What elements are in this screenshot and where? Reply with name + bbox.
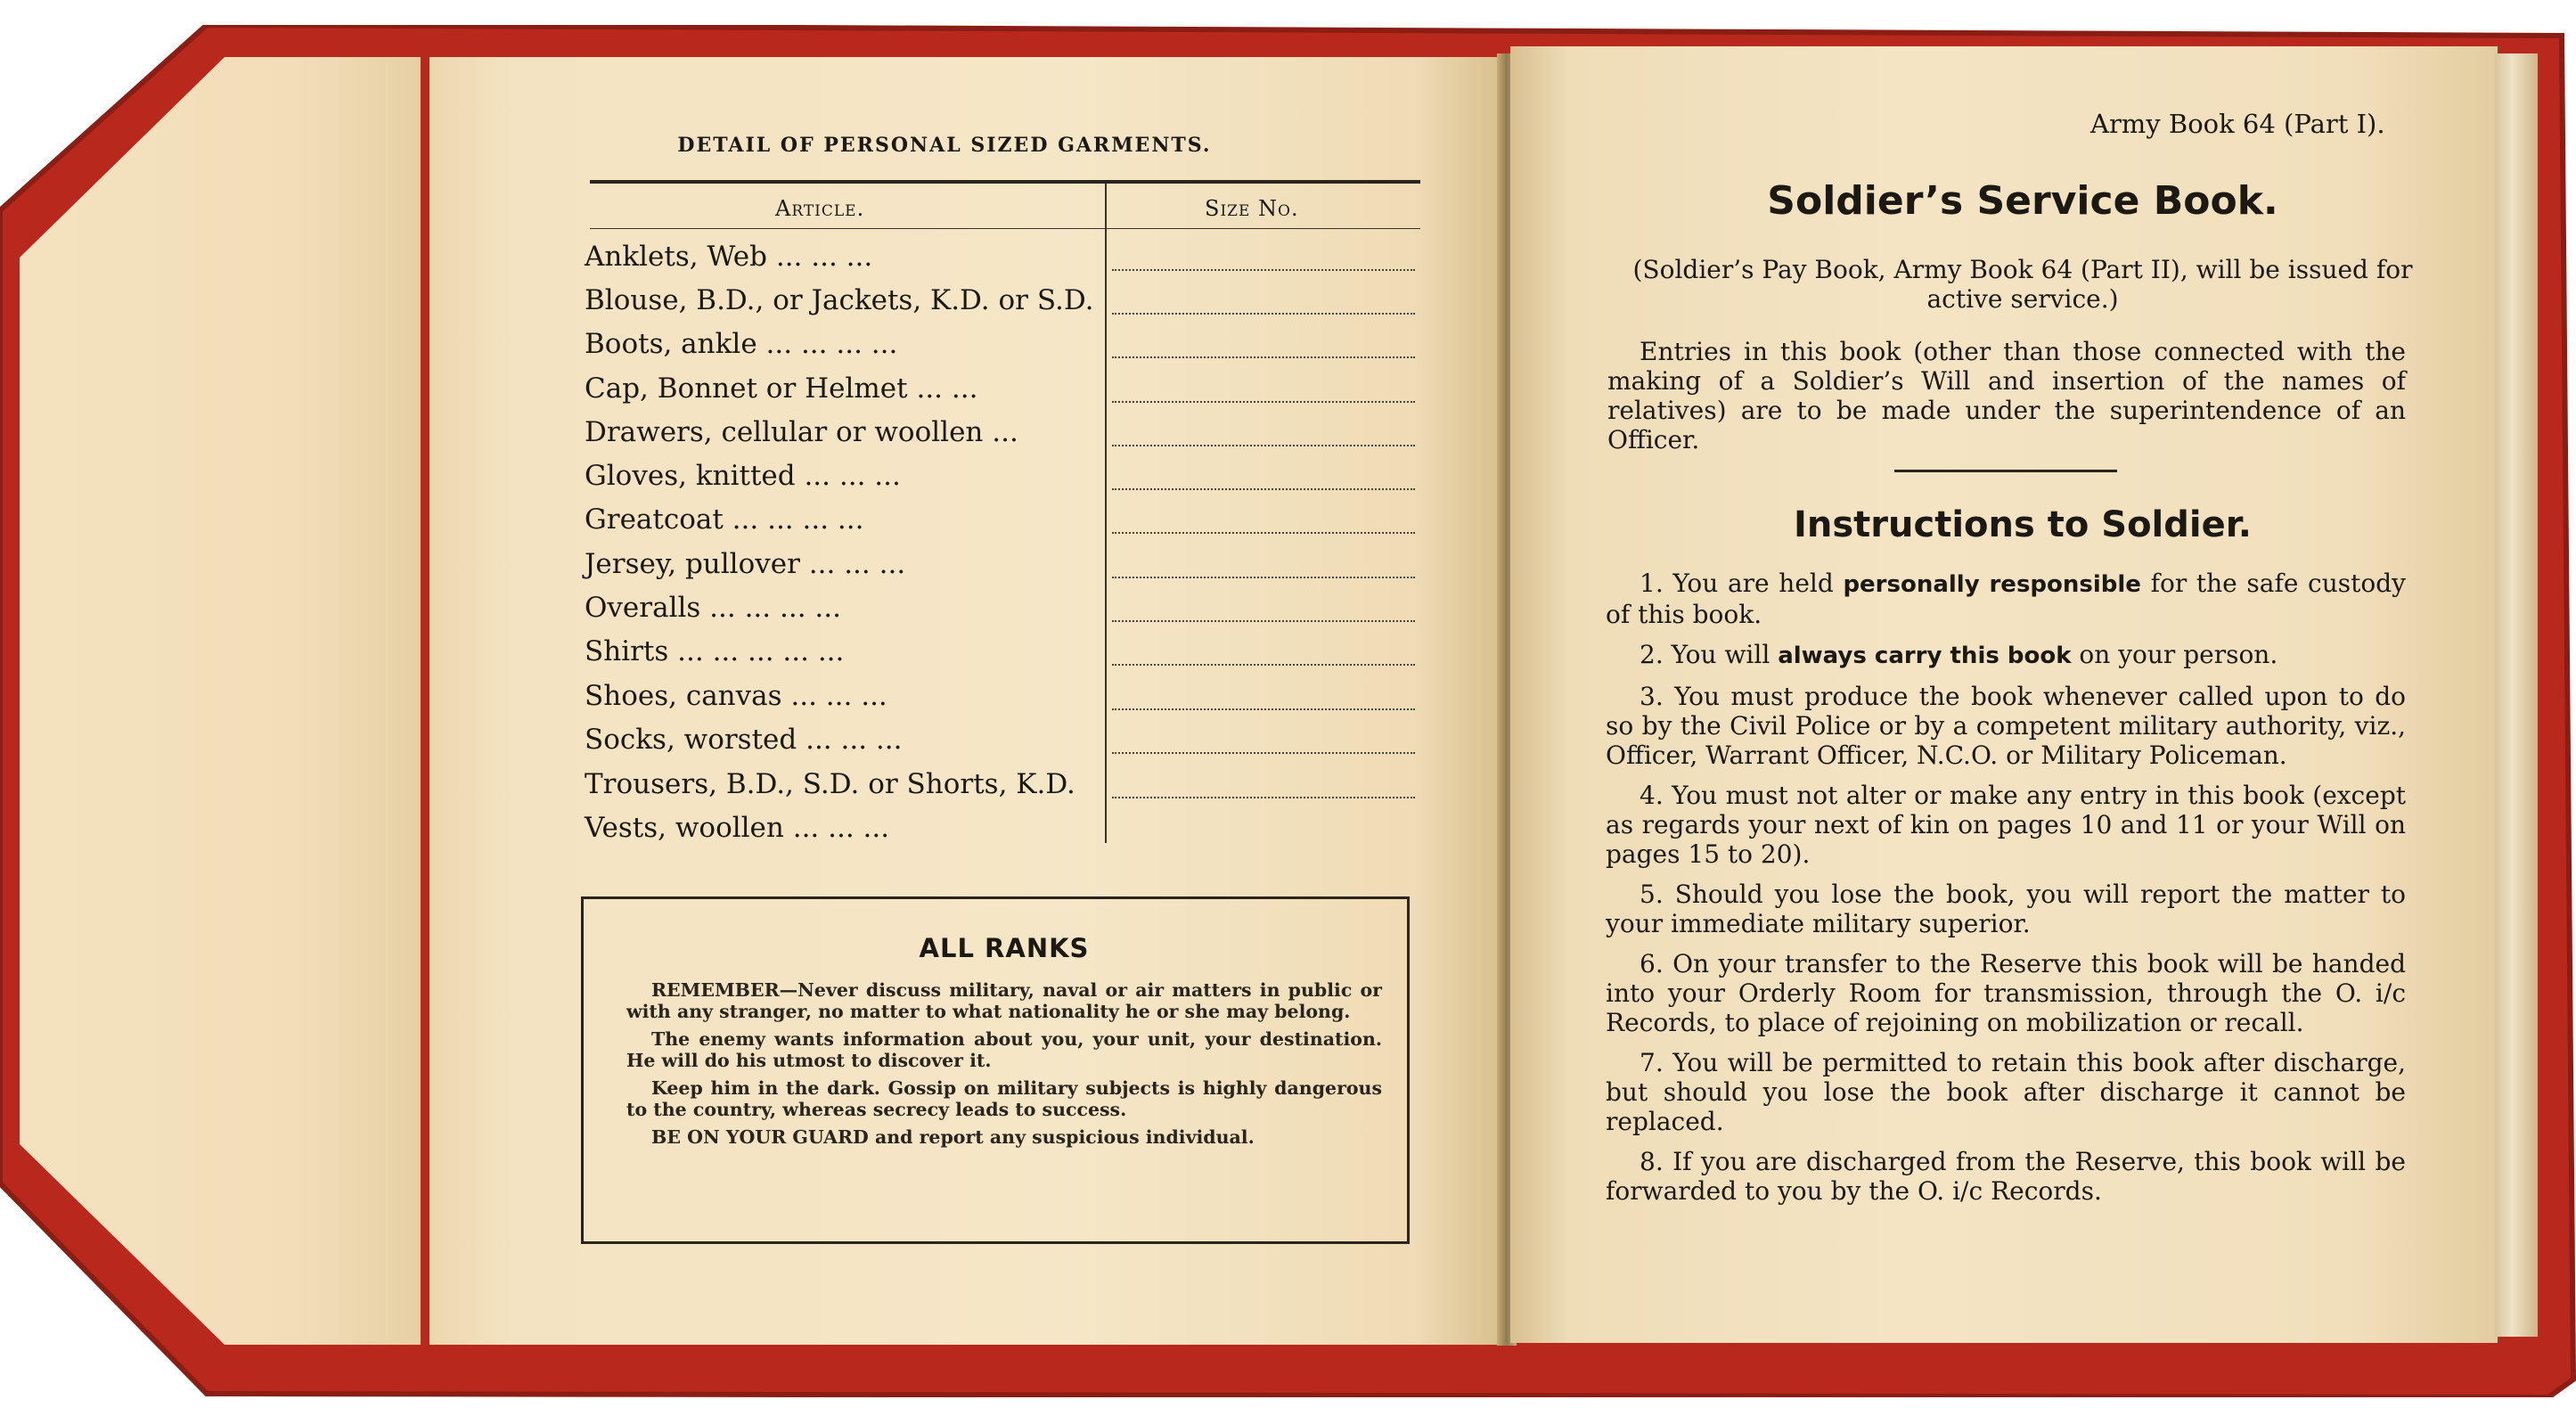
size-entry-line[interactable] <box>1112 577 1415 578</box>
section-rule <box>1894 470 2117 472</box>
inner-flap <box>20 57 421 1345</box>
instruction-text: 2. You will <box>1640 640 1779 669</box>
size-entry-line[interactable] <box>1112 752 1415 754</box>
garment-name: Blouse, B.D., or Jackets, K.D. or S.D. <box>585 284 1094 316</box>
size-entry-line[interactable] <box>1112 488 1415 490</box>
garment-name: Cap, Bonnet or Helmet ... ... <box>585 372 978 405</box>
table-row <box>585 812 1422 847</box>
all-ranks-notice <box>581 896 1410 1244</box>
instruction-5: 5. Should you lose the book, you will report the matter to your immediate military superior. <box>1606 880 2406 938</box>
table-row <box>585 503 1422 539</box>
table-row <box>585 724 1422 759</box>
instruction-1 <box>1606 569 2406 629</box>
garment-name: Socks, worsted ... ... ... <box>585 724 903 756</box>
table-row <box>585 635 1422 671</box>
entries-note: Entries in this book (other than those connected with the making of a Soldier’s Will and insertion of the names of relatives) are to be made under the superintendence of an Officer. <box>1607 337 2406 454</box>
column-header-article: Article. <box>775 196 865 221</box>
pay-book-note: (Soldier’s Pay Book, Army Book 64 (Part II), will be issued for active service.) <box>1632 255 2413 314</box>
size-entry-line[interactable] <box>1112 269 1415 271</box>
instruction-text: on your person. <box>2071 640 2278 669</box>
notice-paragraph: The enemy wants information about you, your unit, your destination. He will do his utmost to discover it. <box>626 1028 1382 1071</box>
instruction-emphasis: always carry this book <box>1778 643 2072 669</box>
size-entry-line[interactable] <box>1112 620 1415 622</box>
form-number: Army Book 64 (Part I). <box>2090 109 2385 139</box>
table-row <box>585 372 1422 408</box>
notice-paragraph: BE ON YOUR GUARD and report any suspicious individual. <box>651 1126 1255 1148</box>
garment-name: Jersey, pullover ... ... ... <box>585 548 906 580</box>
garment-name: Greatcoat ... ... ... ... <box>585 503 864 536</box>
garments-title: DETAIL OF PERSONAL SIZED GARMENTS. <box>677 134 1212 157</box>
garment-name: Overalls ... ... ... ... <box>585 592 841 624</box>
notice-paragraph: REMEMBER—Never discuss military, naval or air matters in public or with any stranger, no matter to what nationality he or she may belong. <box>626 979 1382 1022</box>
all-ranks-title: ALL RANKS <box>919 933 1090 963</box>
header-rule <box>590 228 1420 229</box>
garment-name: Vests, woollen ... ... ... <box>585 812 890 844</box>
garment-name: Shirts ... ... ... ... ... <box>585 635 845 667</box>
instruction-text: for the safe custody of this book. <box>1606 569 2406 629</box>
garment-name: Gloves, knitted ... ... ... <box>585 460 901 492</box>
table-row <box>585 680 1422 716</box>
instructions-list <box>1606 569 2406 1216</box>
table-row <box>585 548 1422 584</box>
instruction-2 <box>1606 640 2406 671</box>
size-entry-line[interactable] <box>1112 797 1415 798</box>
column-header-size: Size No. <box>1205 196 1299 221</box>
garment-name: Boots, ankle ... ... ... ... <box>585 328 898 360</box>
instruction-7: 7. You will be permitted to retain this book after discharge, but should you lose the book after discharge it cannot be replaced. <box>1606 1048 2406 1136</box>
size-entry-line[interactable] <box>1112 664 1415 666</box>
instruction-text: 1. You are held <box>1640 569 1844 598</box>
size-entry-line[interactable] <box>1112 356 1415 358</box>
size-entry-line[interactable] <box>1112 401 1415 403</box>
table-row <box>585 241 1422 276</box>
table-top-rule <box>590 180 1420 184</box>
table-row <box>585 416 1422 452</box>
garment-name: Anklets, Web ... ... ... <box>585 241 873 273</box>
instruction-emphasis: personally responsible <box>1843 571 2141 598</box>
instruction-3: 3. You must produce the book whenever called upon to do so by the Civil Police or by a competent military authority, viz., Officer, Warrant Officer, N.C.O. or Military Policeman. <box>1606 682 2406 770</box>
table-row <box>585 460 1422 495</box>
garment-name: Drawers, cellular or woollen ... <box>585 416 1018 448</box>
page-edges <box>2495 53 2538 1337</box>
instructions-title: Instructions to Soldier. <box>1794 504 2252 545</box>
size-entry-line[interactable] <box>1112 445 1415 446</box>
instruction-6: 6. On your transfer to the Reserve this book will be handed into your Orderly Room for transmission, through the O. i/c Records, to place of rejoining on mobilization or recall. <box>1606 949 2406 1037</box>
size-entry-line[interactable] <box>1112 313 1415 315</box>
notice-paragraph: Keep him in the dark. Gossip on military subjects is highly dangerous to the country, whereas secrecy leads to success. <box>626 1077 1382 1120</box>
table-row <box>585 768 1422 804</box>
instruction-4: 4. You must not alter or make any entry in this book (except as regards your next of kin on pages 10 and 11 or your Will on pages 15 to 20). <box>1606 781 2406 869</box>
table-row <box>585 592 1422 627</box>
size-entry-line[interactable] <box>1112 532 1415 534</box>
book-title: Soldier’s Service Book. <box>1767 178 2278 224</box>
garment-name: Shoes, canvas ... ... ... <box>585 680 887 712</box>
garment-name: Trousers, B.D., S.D. or Shorts, K.D. <box>585 768 1075 800</box>
table-row <box>585 328 1422 364</box>
table-row <box>585 284 1422 320</box>
size-entry-line[interactable] <box>1112 708 1415 710</box>
instruction-8: 8. If you are discharged from the Reserve, this book will be forwarded to you by the O. i/c Records. <box>1606 1147 2406 1206</box>
